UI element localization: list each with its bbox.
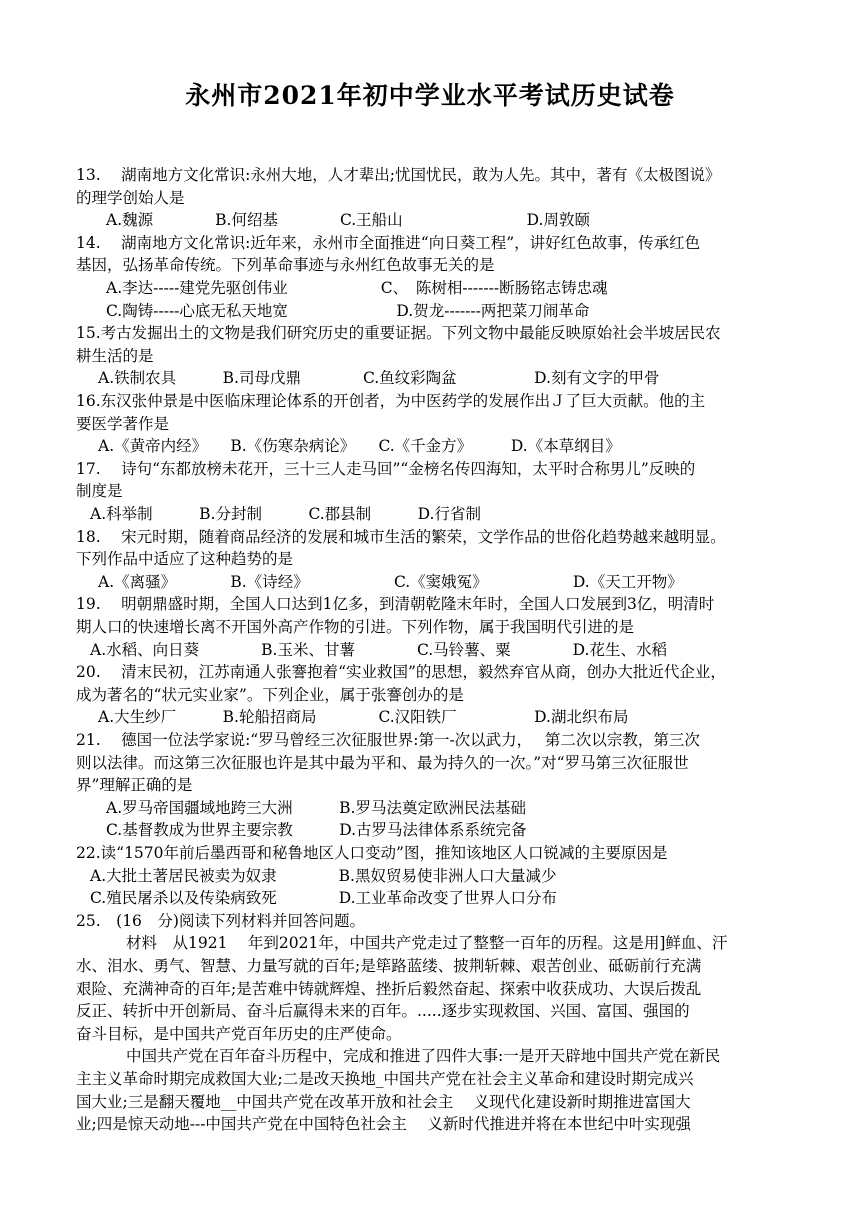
text-line: 界”理解正确的是 — [76, 776, 193, 795]
text-line: 主主义革命时期完成救国大业;二是改天换地_中国共产党在社会主义革命和建设时期完成兴 — [76, 1070, 694, 1088]
text-line: 则以法律。而这第三次征服也许是其中最为平和、最为持久的一次。”对“罗马第三次征服世 — [76, 753, 689, 772]
text-line: 20. 清末民初，江苏南通人张謇抱着“实业救国”的思想，毅然弃官从商，创办大批近代企业， — [76, 663, 726, 682]
text-line: A.李达-----建党先驱创伟业 C、 陈树相-------断肠铭志铸忠魂 — [106, 279, 608, 297]
text-line: 国大业;三是翻天覆地__中国共产党在改革开放和社会主 义现代化建设新时期推进富国大 — [76, 1092, 691, 1111]
text-line: 材料 从1921 年到2021年，中国共产党走过了整整一百年的历程。这是用]鲜血、汗 — [126, 934, 728, 953]
text-line: C.基督教成为世界主要宗教 D.古罗马法律体系系统完备 — [106, 821, 527, 840]
text-line: A.水稻、向日葵 B.玉米、甘薯 C.马铃薯、粟 D.花生、水稻 — [90, 640, 667, 659]
text-line: 艰险、充满神奇的百年;是苦难中铸就辉煌、挫折后毅然奋起、探索中收获成功、大误后拨乱 — [76, 979, 702, 998]
text-line: C.陶铸-----心底无私天地宽 D.贺龙-------两把菜刀闹革命 — [106, 301, 590, 320]
text-line: A.《黄帝内经》 B.《伤寒杂病论》 C.《千金方》 D.《本草纲目》 — [98, 437, 621, 456]
text-line: 基因，弘扬革命传统。下列革命事迹与永州红色故事无关的是 — [76, 256, 495, 275]
text-line: 要医学著作是 — [76, 414, 170, 433]
text-line: A.《离骚》 B.《诗经》 C.《窦娥冤》 D.《天工开物》 — [98, 572, 683, 591]
text-line: 中国共产党在百年奋斗历程中，完成和推进了四件大事:一是开天辟地中国共产党在新民 — [126, 1047, 721, 1066]
text-line: 22.读“1570年前后墨西哥和秘鲁地区人口变动”图，推知该地区人口锐减的主要原因是 — [76, 844, 668, 862]
text-line: 13. 湖南地方文化常识:永州大地，人才辈出;忧国忧民，敢为人先。其中，著有《太极图说》 — [76, 166, 721, 184]
text-line: 耕生活的是 — [76, 346, 154, 365]
text-line: A.罗马帝国疆域地跨三大洲 B.罗马法奠定欧洲民法基础 — [106, 798, 526, 817]
text-line: 17. 诗句“东都放榜未花开，三十三人走马回”“金榜名传四海知，太平时合称男儿”反映的 — [76, 459, 696, 478]
text-line: 成为著名的“状元实业家”。下列企业，属于张謇创办的是 — [76, 685, 464, 704]
text-line: 21. 德国一位法学家说:“罗马曾经三次征服世界:第一-次以武力， 第二次以宗教，第三次 — [76, 731, 700, 749]
text-line: 15.考古发掘出土的文物是我们研究历史的重要证据。下列文物中最能反映原始社会半坡居民农 — [76, 324, 721, 343]
text-line: 18. 宋元时期，随着商品经济的发展和城市生活的繁荣，文学作品的世俗化趋势越来越明显。 — [76, 527, 726, 546]
page-title: 永州市2021年初中学业水平考试历史试卷 — [185, 81, 675, 110]
text-line: A.大生纱厂 B.轮船招商局 C.汉阳铁厂 D.湖北织布局 — [98, 708, 629, 727]
text-line: 业;四是惊天动地---中国共产党在中国特色社会主 义新时代推进并将在本世纪中叶实现强 — [76, 1115, 691, 1134]
text-line: C.殖民屠杀以及传染病致死 D.工业革命改变了世界人口分布 — [90, 889, 558, 908]
text-line: 16.东汉张仲景是中医临床理论体系的开创者，为中医药学的发展作出Ｊ了巨大贡献。他的主 — [76, 392, 706, 410]
text-line: 制度是 — [76, 482, 123, 501]
text-line: 的理学创始人是 — [76, 188, 185, 207]
text-line: 25. (16 分)阅读下列材料并回答问题。 — [76, 911, 365, 930]
text-line: A.大批土著居民被卖为奴隶 B.黑奴贸易使非洲人口大量减少 — [90, 866, 557, 885]
text-line: 反正、转折中开创新局、奋斗后赢得未来的百年。.....逐步实现救国、兴国、富国、强国的 — [76, 1002, 690, 1021]
text-line: 期人口的快速增长离不开国外高产作物的引进。下列作物，属于我国明代引进的是 — [76, 618, 635, 636]
text-line: A.科举制 B.分封制 C.郡县制 D.行省制 — [90, 505, 481, 523]
text-line: 14. 湖南地方文化常识:近年来，永州市全面推进“向日葵工程”，讲好红色故事，传承红色 — [76, 233, 701, 252]
text-line: 19. 明朝鼎盛时期，全国人口达到1亿多，到清朝乾隆末年时，全国人口发展到3亿，明清时 — [76, 595, 715, 614]
text-line: A.铁制农具 B.司母戊鼎 C.鱼纹彩陶盆 D.刻有文字的甲骨 — [98, 369, 660, 388]
text-line: A.魏源 B.何绍基 C.王船山 D.周敦颐 — [106, 211, 590, 230]
text-line: 奋斗目标，是中国共产党百年历史的庄严使命。 — [76, 1024, 402, 1043]
text-line: 下列作品中适应了这种趋势的是 — [76, 550, 294, 569]
text-line: 水、泪水、勇气、智慧、力量写就的百年;是筚路蓝缕、披荆斩棘、艰苦创业、砥砺前行充满 — [76, 957, 702, 975]
